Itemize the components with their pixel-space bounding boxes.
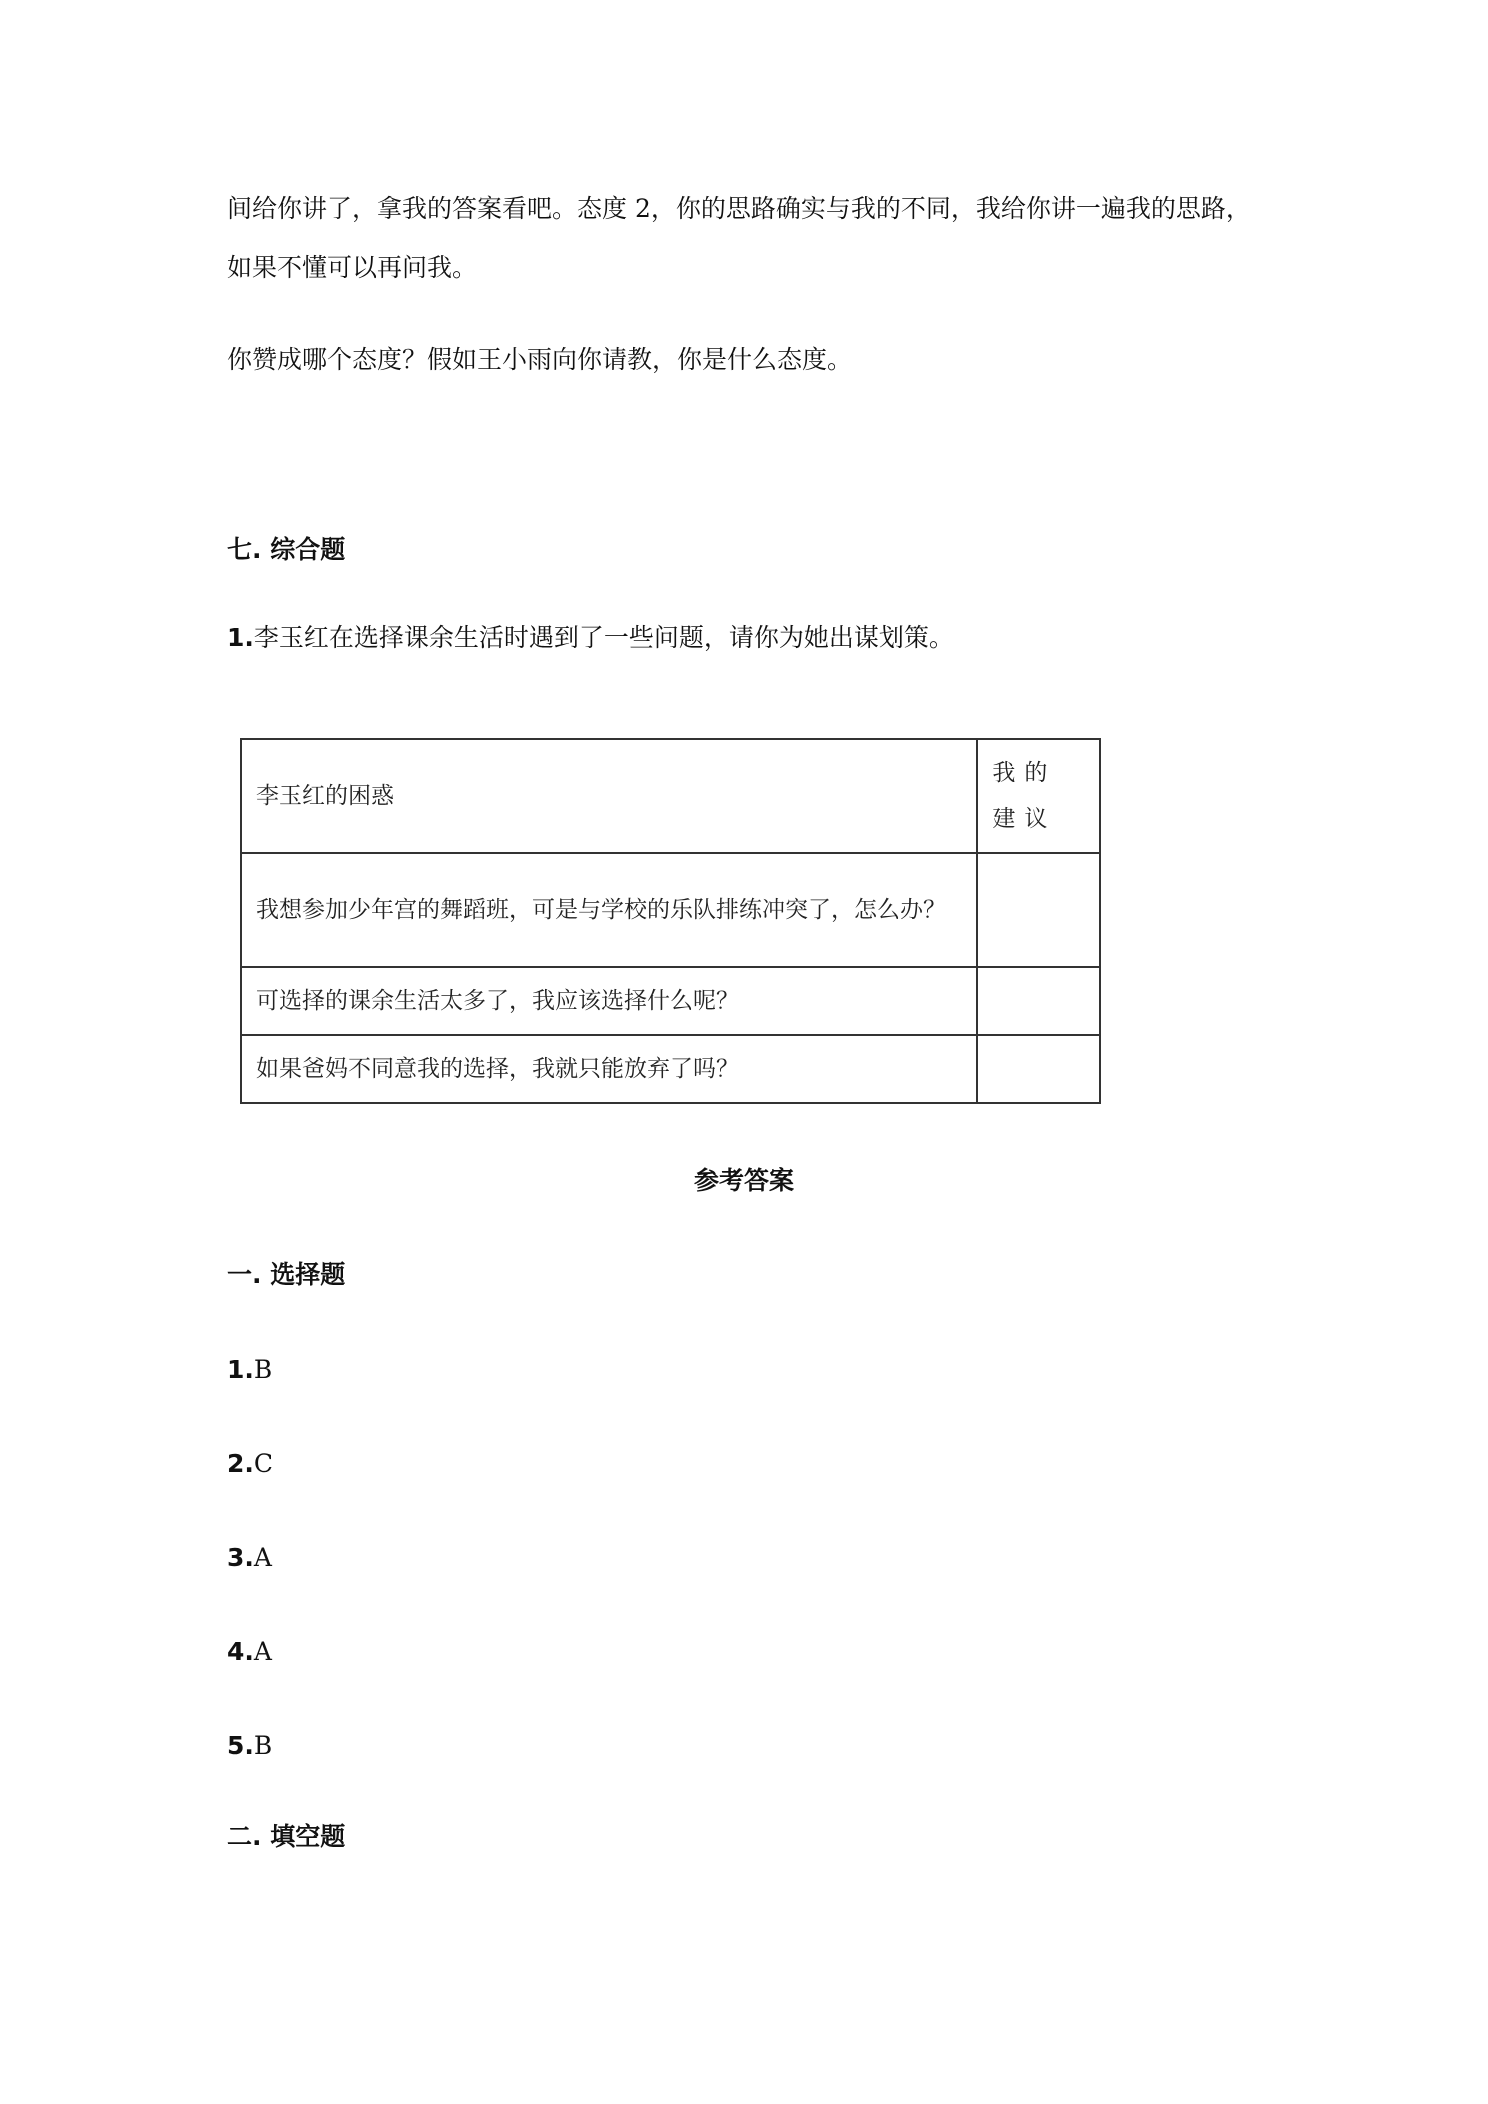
header-advice: 我的建议 (977, 739, 1100, 853)
table-row (241, 1035, 1100, 1103)
answer-number: 3. (227, 1543, 254, 1572)
advice-table (240, 738, 1101, 1104)
section-7-heading: 七. 综合题 (227, 535, 346, 564)
answer-value: B (253, 1355, 273, 1384)
table-row (241, 853, 1100, 967)
question-1 (227, 621, 954, 655)
answer-item (227, 1541, 272, 1575)
answers-section-1-heading: 一. 选择题 (227, 1260, 346, 1289)
answers-title: 参考答案 (693, 1166, 794, 1195)
table-row (241, 967, 1100, 1035)
answer-number: 5. (227, 1731, 254, 1760)
answer-number: 2. (227, 1449, 254, 1478)
answer-value: A (253, 1543, 272, 1572)
header-confusion: 李玉红的困惑 (241, 739, 977, 853)
answer-item (227, 1635, 272, 1669)
confusion-cell: 如果爸妈不同意我的选择，我就只能放弃了吗？ (241, 1035, 977, 1103)
question-1-text: 李玉红在选择课余生活时遇到了一些问题，请你为她出谋划策。 (253, 623, 954, 652)
intro-line-1: 间给你讲了，拿我的答案看吧。态度 2，你的思路确实与我的不同，我给你讲一遍我的思路， (227, 194, 1251, 223)
intro-line-2: 如果不懂可以再问我。 (227, 253, 478, 282)
answer-number: 4. (227, 1637, 254, 1666)
answer-item (227, 1729, 272, 1763)
table-header-row (241, 739, 1100, 853)
answer-value: C (253, 1449, 274, 1478)
answer-item (227, 1353, 272, 1387)
advice-cell[interactable] (977, 1035, 1100, 1103)
answer-number: 1. (227, 1355, 254, 1384)
answer-value: A (253, 1637, 272, 1666)
advice-cell[interactable] (977, 853, 1100, 967)
answer-value: B (253, 1731, 273, 1760)
intro-question: 你赞成哪个态度？假如王小雨向你请教，你是什么态度。 (227, 345, 853, 374)
confusion-cell: 我想参加少年宫的舞蹈班，可是与学校的乐队排练冲突了，怎么办？ (241, 853, 977, 967)
answer-item (227, 1447, 273, 1481)
question-1-number: 1. (227, 623, 254, 652)
confusion-cell: 可选择的课余生活太多了，我应该选择什么呢？ (241, 967, 977, 1035)
answers-section-2-heading: 二. 填空题 (227, 1822, 346, 1851)
advice-cell[interactable] (977, 967, 1100, 1035)
